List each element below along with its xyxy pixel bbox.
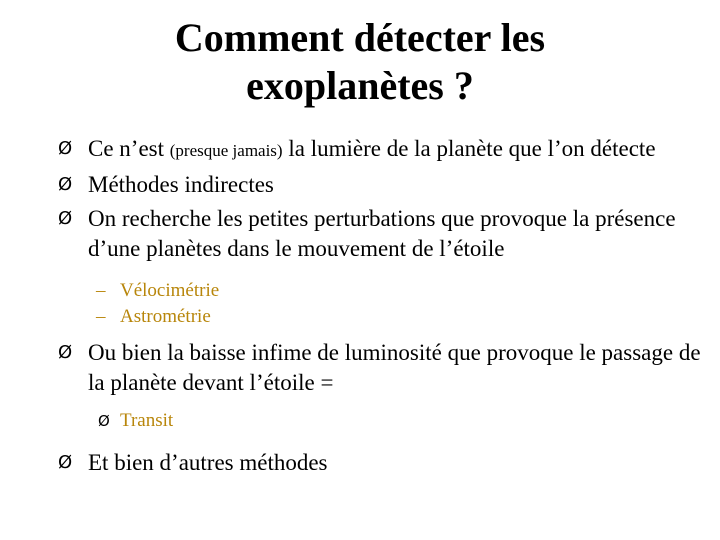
arrow-bullet-icon: Ø [58,342,73,363]
subitem-text: Vélocimétrie [120,280,220,301]
arrow-bullet-icon: Ø [58,174,73,195]
bullet-text: Et bien d’autres méthodes [88,450,328,475]
bullet-text: Méthodes indirectes [88,172,274,197]
arrow-bullet-icon: Ø [58,208,73,229]
bullet-item-indirect [58,170,708,200]
bullet-text-post: la lumière de la planète que l’on détecte [282,136,656,161]
bullet-item-other-methods [58,448,708,478]
bullet-item-light [58,134,708,166]
bullet-text: Ou bien la baisse infime de luminosité que provoque le passage de la planète devant l’étoile = [88,340,701,395]
subitem-velocimetry [58,278,708,304]
arrow-bullet-icon: Ø [98,412,110,430]
arrow-bullet-icon: Ø [58,138,73,159]
subitem-transit [58,408,708,434]
title-line-2: exoplanètes ? [246,63,474,108]
bullet-text-small: (presque jamais) [169,141,283,160]
subitem-astrometry [58,304,708,330]
slide-title [60,14,660,110]
bullet-item-perturbations [58,204,708,264]
dash-bullet: – [96,306,106,327]
bullet-text: On recherche les petites perturbations que provoque la présence d’une planètes dans le mouvement de l’étoile [88,206,676,261]
subitem-text: Transit [120,410,174,431]
bullet-text-pre: Ce n’est [88,136,170,161]
dash-bullet: – [96,280,106,301]
bullet-list [58,134,708,482]
title-line-1: Comment détecter les [174,15,546,60]
arrow-bullet-icon: Ø [58,452,73,473]
subitem-text: Astrométrie [120,306,211,327]
bullet-item-luminosity [58,338,708,398]
